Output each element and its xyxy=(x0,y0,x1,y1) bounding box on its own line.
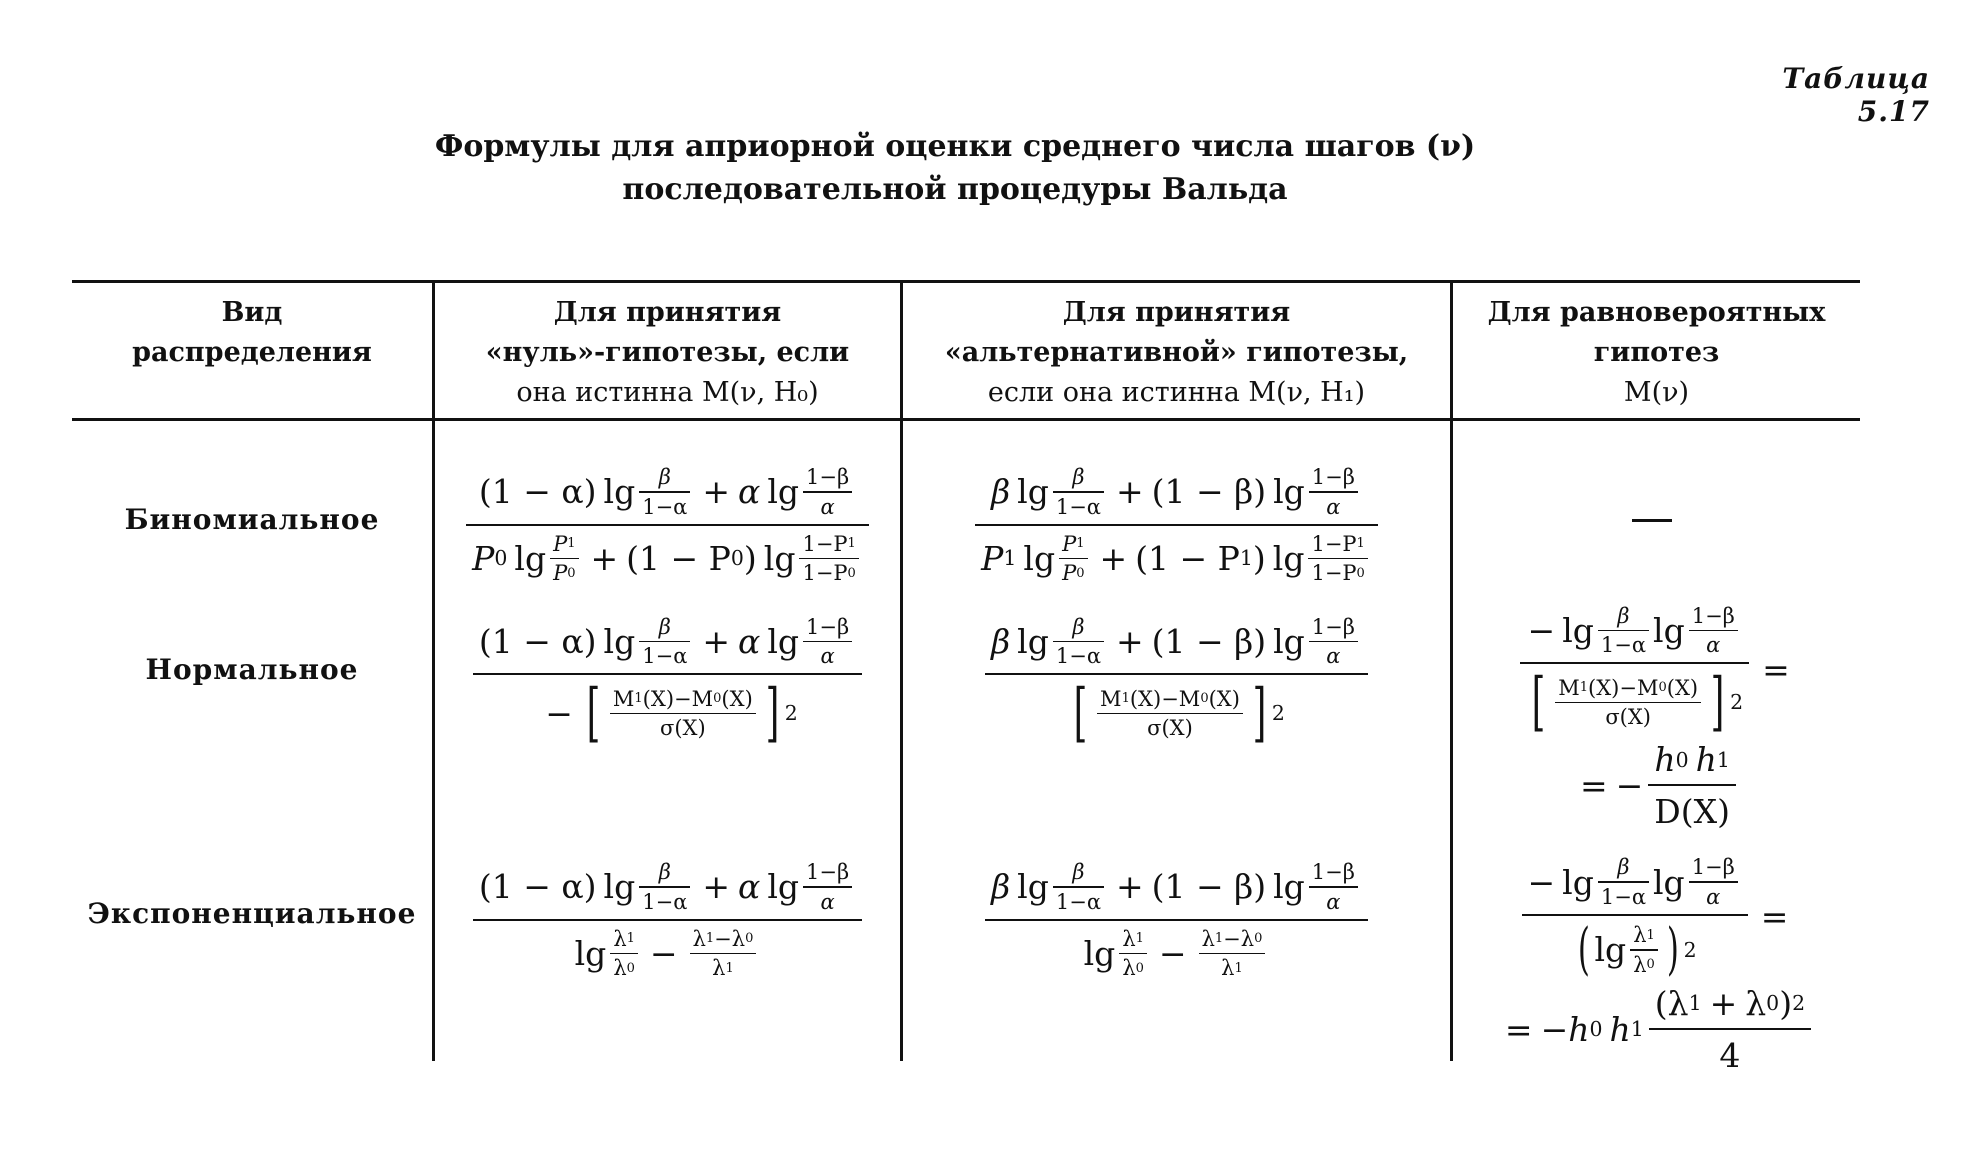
row-label-exponential: Экспоненциальное xyxy=(87,897,417,930)
table-top-rule xyxy=(72,280,1860,283)
title-line-1: Формулы для априорной оценки среднего числа шагов (ν) xyxy=(434,129,1476,164)
formula-normal-alternative: β lg $\frac{\beta}{1-\alpha}$ + (1 − β) lg $\frac{1-\beta}{\alpha}$ [ M 1 (X) − M 0 (X) σ(X) ] 2 xyxy=(903,610,1450,750)
table-title xyxy=(300,125,1610,211)
row-label-binomial: Биномиальное xyxy=(124,503,380,536)
formula-binomial-null: (1 − α) lg $\frac{\beta}{1-\alpha}$ + α lg $\frac{1-\beta}{\alpha}$ P 0 lg P 1 P 0 + (1 − P 0 ) lg 1−P 1 1−P 0 xyxy=(435,460,900,590)
header-null-hypothesis xyxy=(435,293,900,413)
header-line: распределения xyxy=(132,337,372,368)
formula-binomial-alternative: β lg $\frac{\beta}{1-\alpha}$ + (1 − β) lg $\frac{1-\beta}{\alpha}$ P 1 lg P 1 P 0 + (1 − P 1 ) lg 1−P 1 1−P 0 xyxy=(903,460,1450,590)
header-line: Для равновероятных xyxy=(1487,297,1826,328)
formula-exponential-equiprobable: − lg $\frac{\beta}{1-\alpha}$ lg $\frac{1-\beta}{\alpha}$ ( lg λ 1 λ 0 ) 2 = = − h 0 h 1 ( λ 1 + λ 0 ) 2 4 xyxy=(1453,855,1860,1075)
header-line: Вид xyxy=(221,297,283,328)
formula-exponential-null: (1 − α) lg $\frac{\beta}{1-\alpha}$ + α lg $\frac{1-\beta}{\alpha}$ lg λ 1 λ 0 − λ 1 − λ 0 λ 1 xyxy=(435,855,900,985)
header-line: если она истинна M(ν, H₁) xyxy=(987,377,1366,408)
header-alternative-hypothesis xyxy=(903,293,1450,413)
row-label-normal: Нормальное xyxy=(145,653,359,686)
header-distribution-type xyxy=(72,293,432,373)
header-equiprobable xyxy=(1453,293,1860,413)
header-line: Для принятия xyxy=(553,297,782,328)
header-bottom-rule xyxy=(72,418,1860,421)
header-line: M(ν) xyxy=(1623,377,1690,408)
title-line-2: последовательной процедуры Вальда xyxy=(622,172,1288,207)
header-line: она истинна M(ν, H₀) xyxy=(516,377,819,408)
formula-normal-null: (1 − α) lg $\frac{\beta}{1-\alpha}$ + α lg $\frac{1-\beta}{\alpha}$ − [ M 1 (X) − M 0 (X) σ(X) ] 2 xyxy=(435,610,900,750)
header-line: Для принятия xyxy=(1062,297,1291,328)
formula-normal-equiprobable: − lg $\frac{\beta}{1-\alpha}$ lg $\frac{1-\beta}{\alpha}$ [ M 1 (X) − M 0 (X) σ(X) ] 2 = = − h 0 h 1 D(X) xyxy=(1453,605,1860,830)
header-line: «альтернативной» гипотезы, xyxy=(944,337,1409,368)
header-line: «нуль»-гипотезы, если xyxy=(485,337,850,368)
formula-exponential-alternative: β lg $\frac{\beta}{1-\alpha}$ + (1 − β) lg $\frac{1-\beta}{\alpha}$ lg λ 1 λ 0 − λ 1 − λ 0 λ 1 xyxy=(903,855,1450,985)
equiprobable-binomial-na xyxy=(1632,519,1672,522)
table-number: Таблица 5.17 xyxy=(1782,62,1930,128)
header-line: гипотез xyxy=(1593,337,1720,368)
